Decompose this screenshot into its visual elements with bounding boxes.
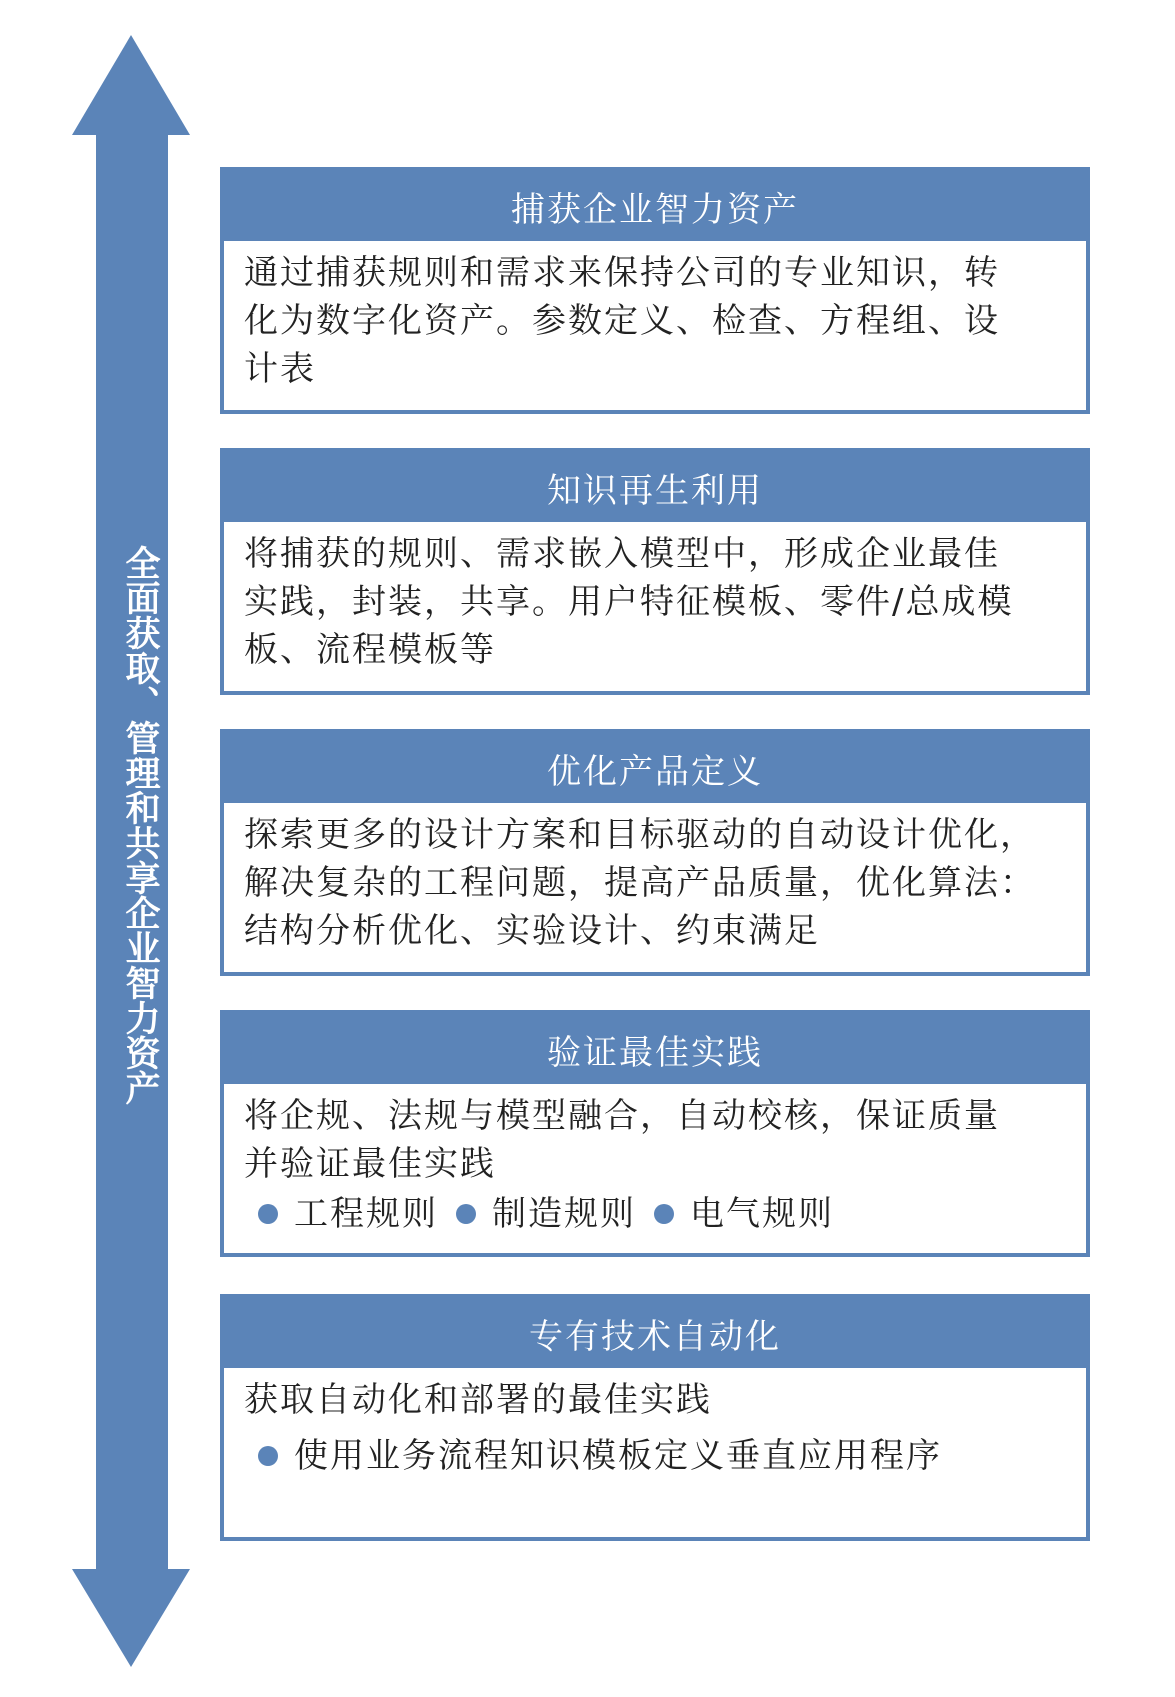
card-verify-best-practice (220, 1010, 1090, 1257)
bullet-dot-icon (258, 1204, 278, 1224)
bullet-list (244, 1190, 1066, 1238)
card-text-line: 板、流程模板等 (244, 630, 496, 670)
card-text-line: 结构分析优化、实验设计、约束满足 (244, 911, 820, 951)
bullet-list (244, 1432, 1066, 1480)
bullet-text: 使用业务流程知识模板定义垂直应用程序 (294, 1436, 942, 1476)
card-text-line: 通过捕获规则和需求来保持公司的专业知识，转 (244, 253, 1000, 293)
card-title: 验证最佳实践 (224, 1014, 1086, 1084)
arrow-top-head (72, 35, 190, 135)
card-body (224, 522, 1086, 674)
arrow-label: 全面获取、管理和共享企业智力资产 (120, 545, 160, 1105)
card-title: 知识再生利用 (224, 452, 1086, 522)
card-title: 专有技术自动化 (224, 1298, 1086, 1368)
card-text-line: 实践，封装，共享。用户特征模板、零件/总成模 (244, 582, 1014, 622)
bullet-text: 制造规则 (492, 1194, 636, 1234)
card-text-line: 化为数字化资产。参数定义、检查、方程组、设 (244, 301, 1000, 341)
bullet-text: 电气规则 (690, 1194, 834, 1234)
bullet-dot-icon (258, 1446, 278, 1466)
card-text-line: 获取自动化和部署的最佳实践 (244, 1380, 712, 1420)
card-body (224, 803, 1086, 955)
card-text-line: 解决复杂的工程问题，提高产品质量，优化算法： (244, 863, 1036, 903)
bullet-dot-icon (456, 1204, 476, 1224)
card-text-line: 将企规、法规与模型融合，自动校核，保证质量 (244, 1096, 1000, 1136)
card-body (224, 1368, 1086, 1480)
card-know-how-automation (220, 1294, 1090, 1541)
bullet-item (244, 1432, 1048, 1480)
card-text-line: 探索更多的设计方案和目标驱动的自动设计优化， (244, 815, 1036, 855)
bullet-item (456, 1190, 636, 1238)
card-capture-assets (220, 167, 1090, 414)
card-title: 捕获企业智力资产 (224, 171, 1086, 241)
bullet-item (258, 1190, 438, 1238)
bullet-dot-icon (654, 1204, 674, 1224)
card-knowledge-reuse (220, 448, 1090, 695)
bullet-item (654, 1190, 834, 1238)
card-title: 优化产品定义 (224, 733, 1086, 803)
card-text-line: 并验证最佳实践 (244, 1144, 496, 1184)
card-body (224, 1084, 1086, 1238)
card-text-line: 将捕获的规则、需求嵌入模型中，形成企业最佳 (244, 534, 1000, 574)
card-optimize-definition (220, 729, 1090, 976)
card-body (224, 241, 1086, 393)
arrow-bottom-head (72, 1569, 190, 1667)
card-text-line: 计表 (244, 349, 316, 389)
bullet-text: 工程规则 (294, 1194, 438, 1234)
